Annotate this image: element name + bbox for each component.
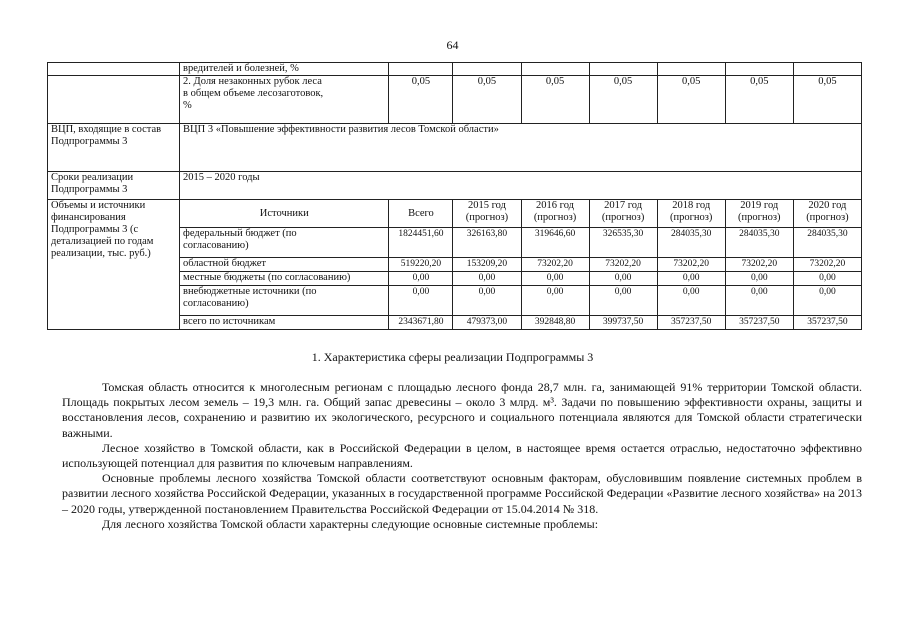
column-header: 2019 год (прогноз) xyxy=(725,200,793,228)
source-label: областной бюджет xyxy=(180,258,389,272)
finance-value: 73202,20 xyxy=(793,258,861,272)
table-row xyxy=(48,76,862,124)
finance-header-row xyxy=(48,200,862,228)
column-header: Источники xyxy=(180,200,389,228)
finance-value: 2343671,80 xyxy=(389,316,453,330)
paragraph: Основные проблемы лесного хозяйства Томской области соответствуют основным факторам, обусловившим появление системных проблем в развитии лесного хозяйства Российской Федерации, указанных в государственной программе Российской Федерации «Развитие лесного хозяйства» на 2013 – 2020 годы, утвержденной постановлением Правительства Российской Федерации от 15.04.2014 № 318. xyxy=(62,471,862,516)
finance-value: 357237,50 xyxy=(725,316,793,330)
finance-value: 392848,80 xyxy=(521,316,589,330)
finance-value: 0,00 xyxy=(521,272,589,286)
paragraph: Томская область относится к многолесным регионам с площадью лесного фонда 28,7 млн. га, занимающей 91% территории Томской области. Площадь покрытых лесом земель – 19,3 млн. га. Общий запас древесины – около 3 млрд. м³. Задачи по повышению эффективности охраны, защиты и восстановления лесов, сохранению и развитию их экологического, ресурсного и социального потенциала являются для Томской области стратегически важными. xyxy=(62,380,862,440)
finance-value: 284035,30 xyxy=(725,228,793,258)
row-value: ВЦП 3 «Повышение эффективности развития лесов Томской области» xyxy=(180,124,862,172)
finance-value: 319646,60 xyxy=(521,228,589,258)
finance-value: 73202,20 xyxy=(657,258,725,272)
finance-value: 0,00 xyxy=(793,272,861,286)
finance-value: 326535,30 xyxy=(589,228,657,258)
finance-value: 326163,80 xyxy=(453,228,521,258)
finance-value: 0,00 xyxy=(389,272,453,286)
indicator-value: 0,05 xyxy=(389,76,453,124)
indicator-value: 0,05 xyxy=(725,76,793,124)
row-label: ВЦП, входящие в состав Подпрограммы 3 xyxy=(48,124,180,172)
finance-value: 0,00 xyxy=(589,272,657,286)
finance-value: 0,00 xyxy=(657,272,725,286)
source-label: федеральный бюджет (по согласованию) xyxy=(180,228,389,258)
finance-value: 0,00 xyxy=(521,286,589,316)
column-header: 2017 год (прогноз) xyxy=(589,200,657,228)
finance-value: 73202,20 xyxy=(725,258,793,272)
finance-value: 0,00 xyxy=(453,272,521,286)
row-value: 2015 – 2020 годы xyxy=(180,172,862,200)
row-label: Сроки реализации Подпрограммы 3 xyxy=(48,172,180,200)
finance-value: 0,00 xyxy=(453,286,521,316)
table-row xyxy=(48,172,862,200)
finance-value: 284035,30 xyxy=(657,228,725,258)
section-heading: 1. Характеристика сферы реализации Подпрограммы 3 xyxy=(311,350,594,364)
indicator-value: 0,05 xyxy=(657,76,725,124)
indicator-label: вредителей и болезней, % xyxy=(180,63,389,76)
finance-value: 0,00 xyxy=(589,286,657,316)
finance-value: 0,00 xyxy=(793,286,861,316)
body-text xyxy=(62,380,862,532)
column-header: 2020 год (прогноз) xyxy=(793,200,861,228)
finance-value: 0,00 xyxy=(657,286,725,316)
finance-value: 519220,20 xyxy=(389,258,453,272)
finance-value: 1824451,60 xyxy=(389,228,453,258)
indicator-label: 2. Доля незаконных рубок леса в общем объеме лесозаготовок, % xyxy=(180,76,389,124)
indicator-value: 0,05 xyxy=(589,76,657,124)
finance-value: 0,00 xyxy=(725,272,793,286)
finance-value: 284035,30 xyxy=(793,228,861,258)
finance-value: 479373,00 xyxy=(453,316,521,330)
page-number: 64 xyxy=(446,38,459,52)
finance-value: 0,00 xyxy=(725,286,793,316)
finance-value: 0,00 xyxy=(389,286,453,316)
finance-value: 357237,50 xyxy=(793,316,861,330)
source-label: местные бюджеты (по согласованию) xyxy=(180,272,389,286)
finance-value: 73202,20 xyxy=(589,258,657,272)
finance-value: 73202,20 xyxy=(521,258,589,272)
source-label: всего по источникам xyxy=(180,316,389,330)
finance-value: 399737,50 xyxy=(589,316,657,330)
finance-value: 357237,50 xyxy=(657,316,725,330)
indicator-value: 0,05 xyxy=(793,76,861,124)
finance-value: 153209,20 xyxy=(453,258,521,272)
paragraph: Для лесного хозяйства Томской области характерны следующие основные системные проблемы: xyxy=(102,516,599,531)
column-header: Всего xyxy=(389,200,453,228)
column-header: 2015 год (прогноз) xyxy=(453,200,521,228)
table-row xyxy=(48,124,862,172)
subprogram-passport-table xyxy=(47,62,862,330)
source-label: внебюджетные источники (по согласованию) xyxy=(180,286,389,316)
column-header: 2018 год (прогноз) xyxy=(657,200,725,228)
column-header: 2016 год (прогноз) xyxy=(521,200,589,228)
table-row xyxy=(48,63,862,76)
indicator-value: 0,05 xyxy=(521,76,589,124)
indicator-value: 0,05 xyxy=(453,76,521,124)
row-label: Объемы и источники финансирования Подпрограммы 3 (с детализацией по годам реализации, тыс. руб.) xyxy=(48,200,180,330)
paragraph: Лесное хозяйство в Томской области, как в Российской Федерации в целом, в настоящее время остается отраслью, недостаточно эффективно использующей потенциал для развития по ключевым направлениям. xyxy=(62,440,862,471)
